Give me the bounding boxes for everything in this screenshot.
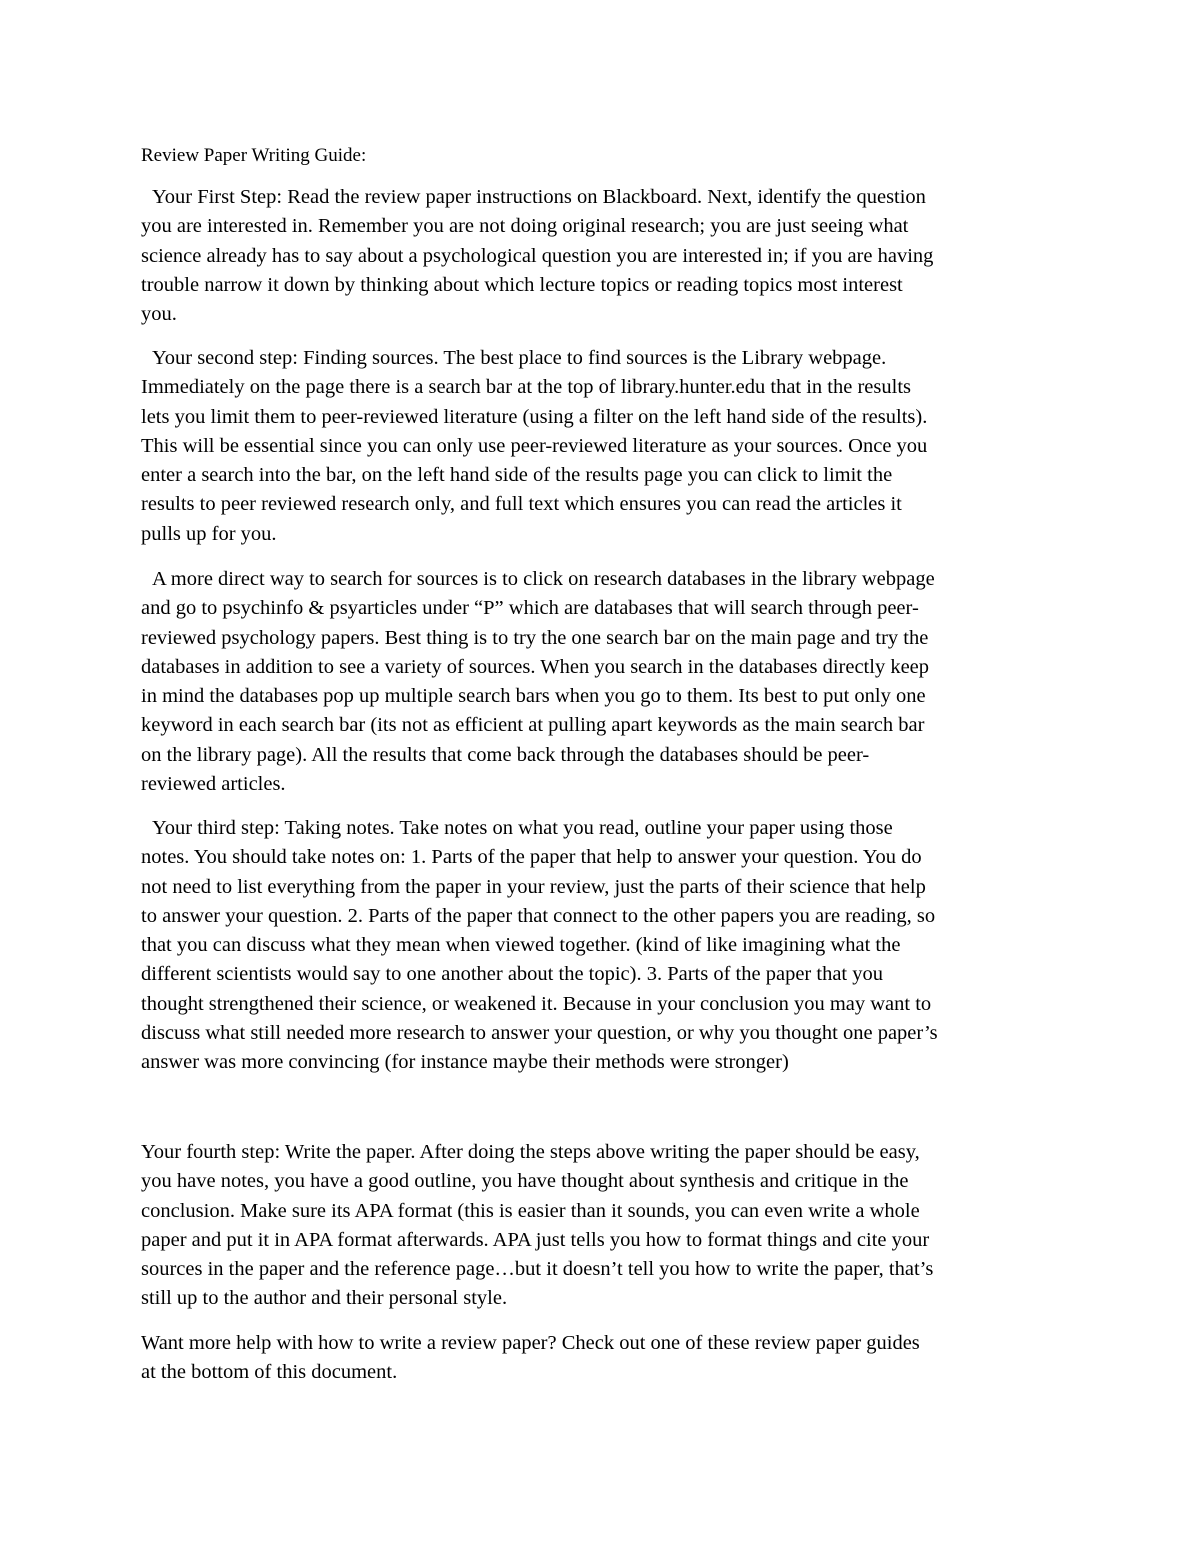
text-line: discuss what still needed more research to answer your question, or why you thought one paper’s bbox=[141, 1022, 938, 1045]
text-line: trouble narrow it down by thinking about which lecture topics or reading topics most interest bbox=[141, 273, 903, 296]
text-line: Your First Step: Read the review paper instructions on Blackboard. Next, identify the question bbox=[152, 186, 926, 208]
text-line: science already has to say about a psychological question you are interested in; if you are having bbox=[141, 244, 934, 267]
text-line: Your third step: Taking notes. Take notes on what you read, outline your paper using those bbox=[152, 817, 893, 839]
text-line: reviewed psychology papers. Best thing is to try the one search bar on the main page and try the bbox=[141, 626, 929, 649]
text-line: Your second step: Finding sources. The best place to find sources is the Library webpage. bbox=[152, 347, 887, 369]
paragraph-second-step bbox=[141, 344, 1066, 549]
document-title: Review Paper Writing Guide: bbox=[141, 145, 367, 166]
text-line: This will be essential since you can only use peer-reviewed literature as your sources. Once you bbox=[141, 434, 928, 457]
text-line: that you can discuss what they mean when viewed together. (kind of like imagining what the bbox=[141, 934, 901, 957]
text-line: results to peer reviewed research only, and full text which ensures you can read the articles it bbox=[141, 493, 902, 516]
text-line: Immediately on the page there is a search bar at the top of library.hunter.edu that in the results bbox=[141, 376, 912, 399]
text-line: not need to list everything from the paper in your review, just the parts of their science that help bbox=[141, 875, 926, 898]
text-line: to answer your question. 2. Parts of the paper that connect to the other papers you are reading, so bbox=[141, 904, 936, 927]
text-line: Want more help with how to write a review paper? Check out one of these review paper guides bbox=[141, 1332, 920, 1354]
text-line: at the bottom of this document. bbox=[141, 1361, 398, 1384]
text-line: still up to the author and their personal style. bbox=[141, 1287, 508, 1310]
text-line: reviewed articles. bbox=[141, 773, 286, 796]
paragraph-third-step bbox=[141, 814, 1066, 1078]
text-line: thought strengthened their science, or weakened it. Because in your conclusion you may want to bbox=[141, 992, 932, 1015]
text-line: lets you limit them to peer-reviewed literature (using a filter on the left hand side of the results). bbox=[141, 405, 928, 428]
text-line: different scientists would say to one another about the topic). 3. Parts of the paper that you bbox=[141, 963, 883, 986]
text-line: pulls up for you. bbox=[141, 522, 277, 545]
text-line: you have notes, you have a good outline, you have thought about synthesis and critique in the bbox=[141, 1170, 909, 1193]
text-line: notes. You should take notes on: 1. Parts of the paper that help to answer your question. You do bbox=[141, 846, 922, 869]
text-line: databases in addition to see a variety of sources. When you search in the databases directly keep bbox=[141, 655, 930, 678]
text-line: A more direct way to search for sources is to click on research databases in the library webpage bbox=[152, 568, 935, 590]
text-line: in mind the databases pop up multiple search bars when you go to them. Its best to put only one bbox=[141, 685, 926, 708]
paragraph-first-step bbox=[141, 183, 1066, 329]
text-line: on the library page). All the results that come back through the databases should be peer- bbox=[141, 743, 870, 766]
text-line: you. bbox=[141, 303, 177, 326]
text-line: and go to psychinfo & psyarticles under “P” which are databases that will search through peer- bbox=[141, 597, 919, 620]
text-line: enter a search into the bar, on the left hand side of the results page you can click to limit the bbox=[141, 464, 893, 487]
text-line: keyword in each search bar (its not as efficient at pulling apart keywords as the main search bar bbox=[141, 714, 925, 737]
text-line: answer was more convincing (for instance maybe their methods were stronger) bbox=[141, 1051, 789, 1074]
paragraph-fourth-step bbox=[141, 1138, 1066, 1314]
paragraph-more-help bbox=[141, 1329, 1066, 1388]
text-line: conclusion. Make sure its APA format (this is easier than it sounds, you can even write a whole bbox=[141, 1199, 920, 1222]
text-line: paper and put it in APA format afterwards. APA just tells you how to format things and cite your bbox=[141, 1228, 930, 1251]
text-line: sources in the paper and the reference page…but it doesn’t tell you how to write the paper, that’s bbox=[141, 1258, 934, 1281]
paragraph-databases bbox=[141, 565, 1066, 799]
text-line: Your fourth step: Write the paper. After doing the steps above writing the paper should be easy, bbox=[141, 1141, 920, 1163]
text-line: you are interested in. Remember you are not doing original research; you are just seeing what bbox=[141, 215, 909, 238]
